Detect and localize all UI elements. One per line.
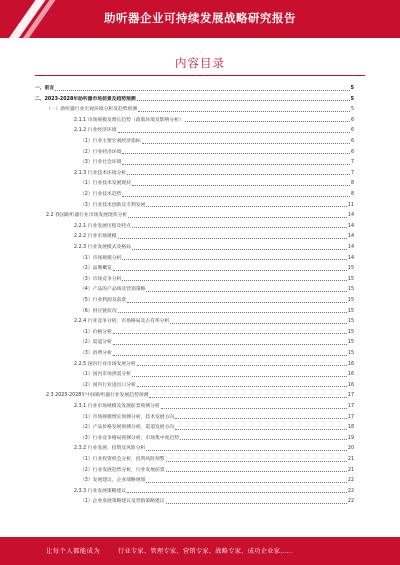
toc-leader-dots — [127, 302, 347, 303]
toc-entry-label: （6）供应链状况 — [80, 308, 117, 314]
toc-entry-page: 14 — [347, 245, 354, 250]
toc-entry[interactable] — [80, 148, 354, 156]
toc-leader-dots — [118, 238, 347, 239]
toc-entry[interactable] — [74, 126, 354, 134]
toc-entry-label: （3）行业技术创新及专利发展 — [80, 202, 146, 208]
toc-entry[interactable] — [74, 402, 354, 410]
toc-leader-dots — [113, 270, 347, 271]
toc-entry-label: 2.2.1 行业发展历程及特点 — [74, 223, 131, 229]
toc-entry-page: 15 — [347, 266, 354, 272]
toc-entry-page: 17 — [347, 393, 354, 399]
toc-entry-label: 2.2.2 行业市场规模 — [74, 234, 117, 240]
toc-entry-page: 22 — [347, 478, 354, 484]
toc-entry-label: （3）发展建议，企业战略规划 — [80, 478, 146, 484]
toc-leader-dots — [185, 121, 350, 122]
toc-entry-page: 7 — [350, 170, 354, 176]
toc-entry-page: 20 — [347, 446, 354, 452]
toc-entry-label: （一）助听器行业宏观环境分析及趋势预测 — [46, 107, 138, 113]
toc-leader-dots — [175, 418, 347, 419]
toc-leader-dots — [122, 153, 350, 154]
toc-entry-label: （2）行业发展趋势分析，行业发展前景 — [80, 467, 165, 473]
toc-entry-label: （3）行业社会环境 — [80, 160, 122, 166]
toc-entry[interactable] — [80, 158, 354, 166]
toc-leader-dots — [175, 429, 347, 430]
toc-entry-label: （3）消费分析 — [80, 351, 112, 356]
toc-entry-page: 15 — [347, 351, 354, 356]
toc-leader-dots — [149, 397, 346, 398]
toc-entry-label: （1）市场规模增长预测分析，技术发展方向 — [80, 414, 175, 420]
toc-heading: 内容目录 — [175, 56, 225, 70]
toc-entry[interactable] — [46, 105, 354, 113]
toc-leader-dots — [146, 450, 347, 451]
toc-entry[interactable] — [80, 254, 354, 262]
toc-entry-page: 15 — [347, 319, 354, 325]
toc-entry[interactable] — [80, 466, 354, 474]
toc-entry-label: 一、前言 — [35, 86, 55, 91]
toc-entry[interactable] — [80, 285, 354, 293]
toc-entry-label: 2.1.1 市场规模及增长趋势（政策环境及影响分析） — [74, 117, 184, 123]
toc-entry-page: 5 — [350, 96, 354, 102]
toc-leader-dots — [132, 185, 350, 186]
toc-entry-label: （3）市场竞争分析 — [80, 276, 122, 282]
toc-entry[interactable] — [80, 455, 354, 463]
toc-divider — [35, 75, 365, 76]
toc-entry[interactable] — [80, 275, 354, 283]
toc-entry[interactable] — [80, 328, 354, 336]
toc-entry[interactable] — [80, 137, 354, 145]
table-of-contents — [0, 84, 400, 520]
header-banner — [0, 0, 400, 38]
toc-entry[interactable] — [74, 169, 354, 177]
toc-leader-dots — [128, 217, 347, 218]
toc-leader-dots — [142, 143, 350, 144]
toc-entry-page: 19 — [347, 435, 354, 441]
toc-entry[interactable] — [80, 349, 354, 357]
toc-entry[interactable] — [74, 360, 354, 368]
toc-entry-page: 14 — [347, 223, 354, 229]
toc-entry-page: 22 — [347, 488, 354, 494]
toc-entry-page: 21 — [347, 467, 354, 473]
toc-entry-label: （4）产品的产品线及营销策略 — [80, 287, 146, 293]
toc-entry-label: （1）行业技术发展现状 — [80, 181, 132, 187]
toc-entry[interactable] — [74, 444, 354, 452]
toc-entry-page: 6 — [350, 139, 354, 144]
toc-leader-dots — [132, 227, 347, 228]
footer-tagline: 行业专家、管理专家、营销专家、战略专家、成功企业家…… — [118, 548, 294, 555]
toc-entry-page: 5 — [350, 86, 354, 91]
toc-entry-label: （2）行业经济环境 — [80, 149, 122, 155]
toc-entry-page: 18 — [347, 425, 354, 431]
toc-entry[interactable] — [74, 317, 354, 325]
toc-leader-dots — [166, 461, 347, 462]
toc-entry-label: （1）企业发展策略建议及营销策略建议 — [80, 499, 165, 505]
toc-entry-page: 15 — [347, 308, 354, 314]
toc-entry[interactable] — [46, 391, 354, 399]
toc-entry-page: 22 — [347, 499, 354, 505]
toc-leader-dots — [170, 323, 347, 324]
toc-leader-dots — [127, 492, 347, 493]
toc-entry-page: 15 — [347, 298, 354, 303]
toc-entry[interactable] — [80, 307, 354, 315]
toc-leader-dots — [113, 344, 347, 345]
toc-entry-label: 2.1.3 行业技术环境分析 — [74, 170, 127, 176]
toc-entry[interactable] — [46, 211, 354, 219]
toc-entry-page: 6 — [350, 117, 354, 123]
toc-leader-dots — [118, 132, 350, 133]
toc-entry-label: 2.3.3 行业发展策略建议 — [74, 488, 127, 494]
toc-entry-label: （1）国内市场供需分析 — [80, 372, 132, 378]
toc-entry[interactable] — [74, 222, 354, 230]
toc-leader-dots — [137, 100, 350, 101]
toc-leader-dots — [180, 439, 347, 440]
toc-entry[interactable] — [80, 179, 354, 187]
toc-entry-label: 2.2.3 行业发展模式及格局 — [74, 245, 131, 250]
toc-entry-label: 2.2.5 国内行业市场发展分析 — [74, 361, 136, 367]
toc-entry-label: 2.1.2 行业经济环境 — [74, 128, 117, 134]
toc-leader-dots — [122, 259, 346, 260]
toc-leader-dots — [122, 164, 350, 165]
toc-entry[interactable] — [80, 264, 354, 272]
toc-entry-label: 2.3 2023-2028年中国助听器行业发展趋势预测 — [46, 393, 149, 399]
toc-entry[interactable] — [80, 434, 354, 442]
report-title: 助听器企业可持续发展战略研究报告 — [104, 11, 296, 25]
toc-entry-page: 7 — [350, 160, 354, 166]
toc-entry-label: （2）品牌概览 — [80, 266, 112, 272]
toc-leader-dots — [146, 206, 346, 207]
footer-slogan: 让每个人都能成为 — [46, 548, 101, 555]
toc-entry-label: （1）价格分析 — [80, 329, 112, 335]
toc-entry-label: （2）产品价格发展预测分析，渠道发展方向 — [80, 425, 175, 431]
toc-entry-label: （2）行业技术趋势 — [80, 192, 122, 197]
toc-entry-label: 2.2.4 行业竞争分析、市场格局及占有率分析 — [74, 319, 170, 325]
toc-entry[interactable] — [80, 423, 354, 431]
toc-entry-page: 15 — [347, 276, 354, 282]
toc-leader-dots — [127, 174, 350, 175]
toc-leader-dots — [122, 196, 350, 197]
toc-entry[interactable] — [80, 201, 354, 209]
toc-entry-label: （1）市场规模分析 — [80, 255, 122, 261]
toc-leader-dots — [166, 471, 347, 472]
toc-leader-dots — [132, 249, 347, 250]
toc-entry[interactable] — [74, 232, 354, 240]
toc-entry-label: 2.3.2 行业发展、投资及风险分析 — [74, 446, 146, 452]
toc-entry-page: 17 — [347, 414, 354, 420]
toc-entry-page: 5 — [350, 107, 354, 113]
toc-entry[interactable] — [80, 338, 354, 346]
footer-banner — [0, 537, 400, 565]
toc-entry-label: 二、2023-2028年助听器市场前景及趋势预测 — [35, 96, 136, 102]
toc-entry[interactable] — [80, 497, 354, 505]
toc-entry[interactable] — [80, 370, 354, 378]
toc-leader-dots — [146, 482, 346, 483]
toc-leader-dots — [146, 291, 346, 292]
toc-entry-page: 15 — [347, 329, 354, 335]
toc-entry[interactable] — [80, 190, 354, 198]
toc-leader-dots — [161, 408, 347, 409]
toc-entry-label: （1）行业主要宏观经济指标 — [80, 139, 141, 144]
toc-entry-label: （2）国内行业进出口分析 — [80, 382, 136, 388]
toc-entry-page: 17 — [347, 404, 354, 409]
toc-entry[interactable] — [80, 413, 354, 421]
toc-entry[interactable] — [80, 476, 354, 484]
toc-entry-page: 6 — [350, 149, 354, 155]
toc-leader-dots — [137, 386, 347, 387]
toc-entry[interactable] — [35, 95, 354, 103]
toc-entry-label: 2.3.1 行业市场规模及发展前景预测分析 — [74, 404, 160, 409]
toc-leader-dots — [138, 111, 350, 112]
toc-leader-dots — [55, 90, 349, 91]
toc-entry-label: （1）行业投资机会分析，投资风险预警 — [80, 457, 165, 462]
toc-entry-page: 14 — [347, 255, 354, 261]
toc-leader-dots — [113, 355, 347, 356]
toc-entry-page: 15 — [347, 340, 354, 346]
toc-entry-page: 8 — [350, 181, 354, 187]
toc-entry[interactable] — [80, 296, 354, 304]
toc-entry-page: 8 — [350, 192, 354, 197]
toc-entry[interactable] — [74, 243, 354, 251]
toc-entry-label: 2.2 我国助听器行业市场发展现状分析 — [46, 213, 128, 219]
toc-entry-page: 21 — [347, 457, 354, 462]
toc-entry-page: 15 — [347, 287, 354, 293]
toc-leader-dots — [118, 312, 347, 313]
toc-entry[interactable] — [74, 116, 354, 124]
toc-entry-page: 16 — [347, 382, 354, 388]
toc-leader-dots — [137, 365, 347, 366]
toc-entry-page: 14 — [347, 213, 354, 219]
toc-entry-page: 16 — [347, 361, 354, 367]
toc-leader-dots — [122, 280, 346, 281]
toc-entry-page: 11 — [347, 202, 354, 208]
toc-leader-dots — [132, 376, 347, 377]
toc-entry[interactable] — [80, 381, 354, 389]
toc-entry[interactable] — [74, 487, 354, 495]
toc-entry-page: 16 — [347, 372, 354, 378]
toc-entry-page: 6 — [350, 128, 354, 134]
toc-entry-label: （3）行业竞争格局预测分析，市场集中度趋势 — [80, 435, 179, 441]
toc-entry[interactable] — [35, 84, 354, 92]
toc-leader-dots — [113, 333, 347, 334]
toc-entry-page: 14 — [347, 234, 354, 240]
toc-leader-dots — [166, 503, 347, 504]
toc-entry-label: （2）渠道分析 — [80, 340, 112, 346]
toc-entry-label: （5）行业利润及前景 — [80, 298, 127, 303]
